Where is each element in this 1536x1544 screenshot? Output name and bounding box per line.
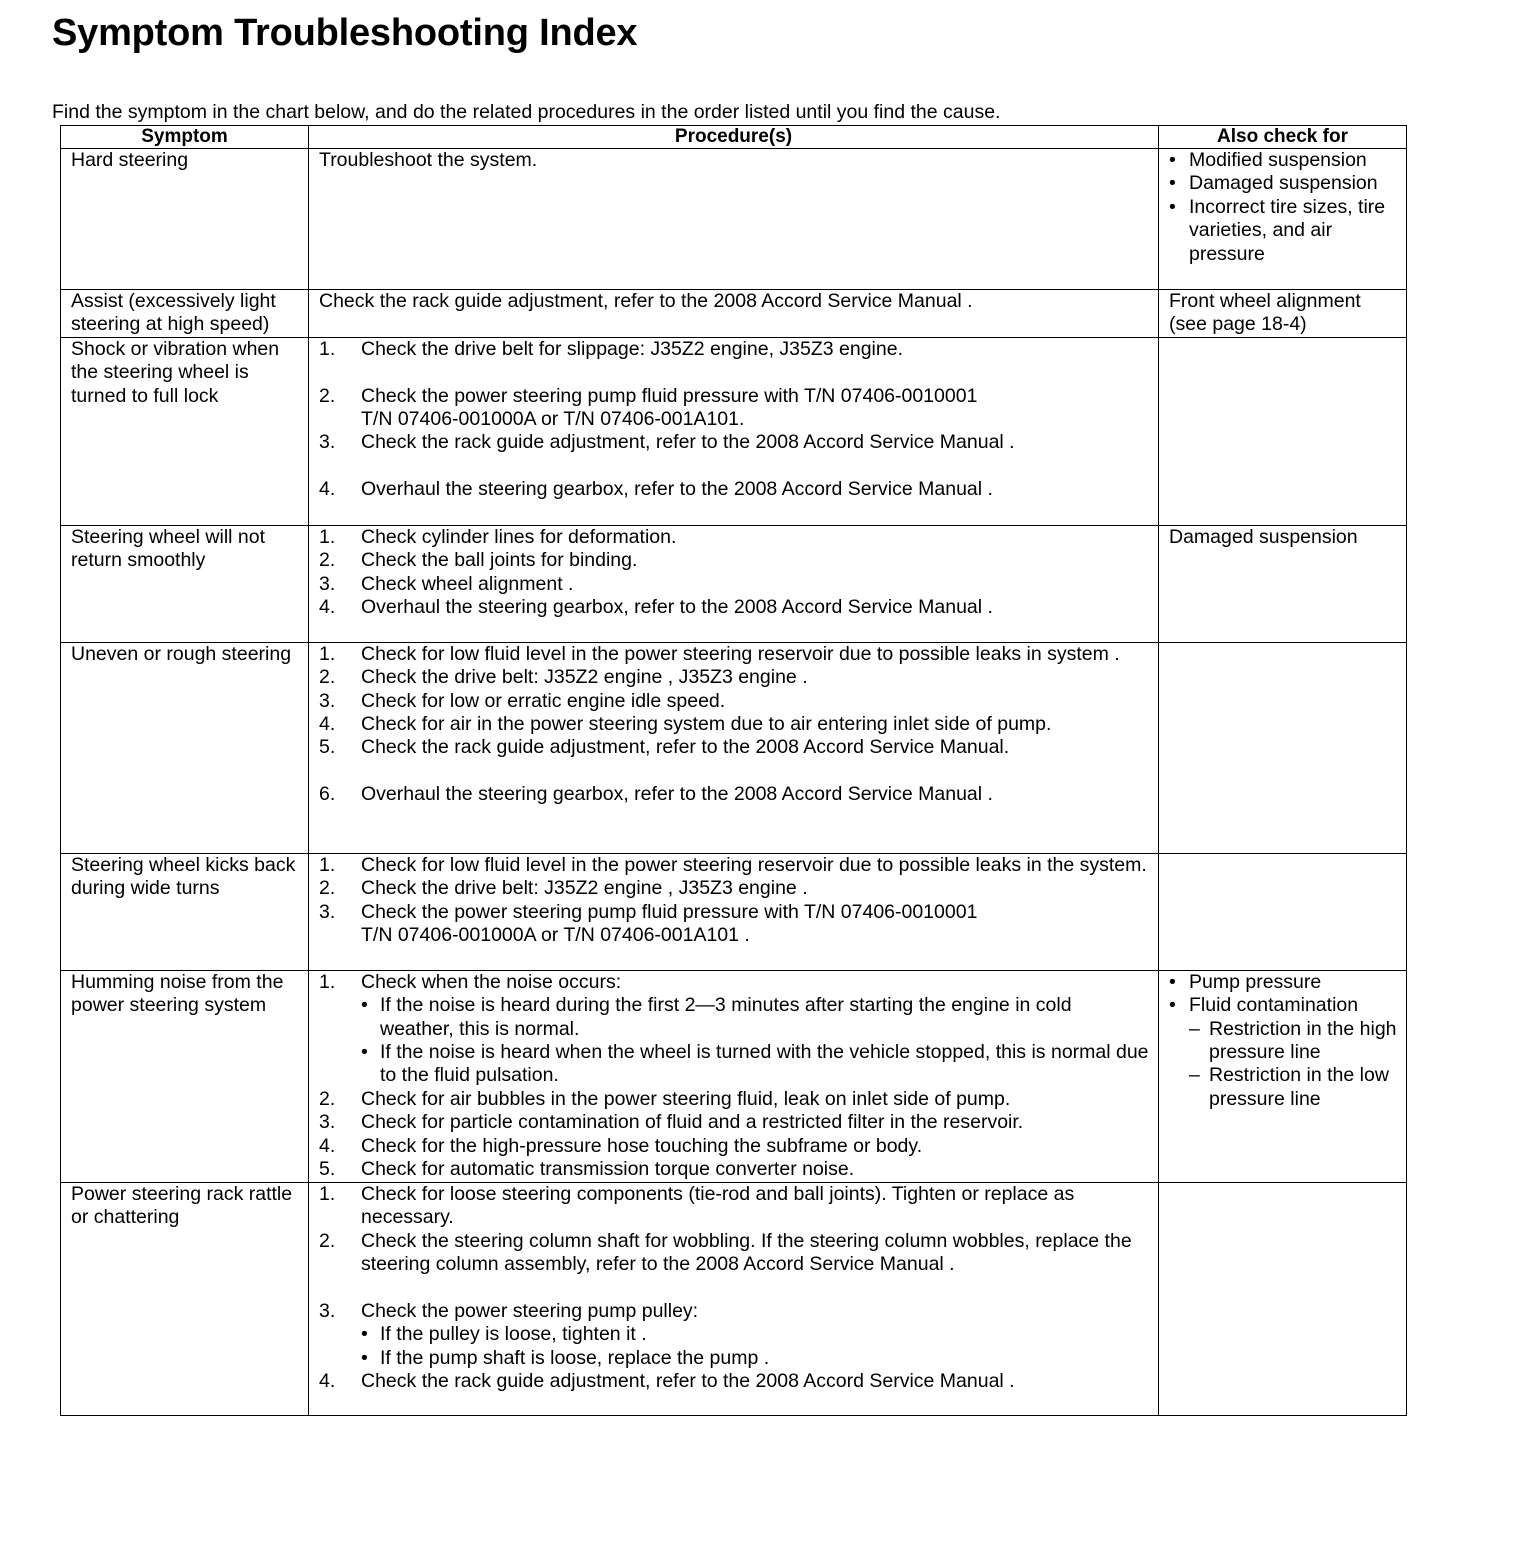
also-check-cell: • Modified suspension • Damaged suspension • Incorrect tire sizes, tire varieties, and air pressure xyxy=(1159,149,1407,290)
symptom-cell: Steering wheel will not return smoothly xyxy=(61,525,309,642)
table-row xyxy=(61,970,1407,1182)
troubleshooting-table xyxy=(60,125,1407,1416)
procedure-step-cont: T/N 07406-001000A or T/N 07406-001A101 . xyxy=(361,924,750,947)
procedure-step: Check for air in the power steering system due to air entering inlet side of pump. xyxy=(361,713,1052,736)
table-header-row xyxy=(61,126,1407,149)
also-item: Incorrect tire sizes, tire varieties, and air pressure xyxy=(1189,195,1386,265)
procedure-step: Overhaul the steering gearbox, refer to the 2008 Accord Service Manual . xyxy=(361,596,993,619)
procedure-cell: 1. Check for low fluid level in the power steering reservoir due to possible leaks in system . 2. Check the drive belt: J35Z2 engine , J35Z3 engine . 3. Check for low or erratic engine idle speed. 4. Check for air in the power steering system due to air entering inlet side of pump. 5. Check the rack guide adjustment, refer to the 2008 Accord Service Manual. 6. Overhaul the steering gearbox, refer to the 2008 Accord Service Manual . xyxy=(309,642,1159,853)
table-row xyxy=(61,525,1407,642)
procedure-step: Check the drive belt: J35Z2 engine , J35Z3 engine . xyxy=(361,877,808,900)
header-also-check: Also check for xyxy=(1159,126,1407,149)
page-title: Symptom Troubleshooting Index xyxy=(52,12,638,54)
procedure-step: Check wheel alignment . xyxy=(361,572,574,595)
procedure-step: Check for low fluid level in the power steering reservoir due to possible leaks in system . xyxy=(361,642,1120,665)
procedure-step: Check for particle contamination of fluid and a restricted filter in the reservoir. xyxy=(361,1111,1024,1134)
procedure-step: Check for air bubbles in the power steering fluid, leak on inlet side of pump. xyxy=(361,1087,1011,1110)
procedure-cell: Troubleshoot the system. xyxy=(309,149,1159,290)
symptom-cell: Humming noise from the power steering system xyxy=(61,970,309,1182)
procedure-step: Check the rack guide adjustment, refer to the 2008 Accord Service Manual. xyxy=(361,736,1010,759)
also-check-cell xyxy=(1159,1182,1407,1415)
procedure-step: Check the rack guide adjustment, refer to the 2008 Accord Service Manual . xyxy=(361,1370,1015,1393)
procedure-substep: If the pulley is loose, tighten it . xyxy=(380,1323,647,1346)
procedure-step: Check the ball joints for binding. xyxy=(361,549,638,572)
procedure-step: Check the rack guide adjustment, refer to the 2008 Accord Service Manual . xyxy=(361,431,1015,454)
symptom-cell: Steering wheel kicks back during wide turns xyxy=(61,853,309,970)
intro-text: Find the symptom in the chart below, and do the related procedures in the order listed until you find the cause. xyxy=(52,101,1001,123)
procedure-step: Check for automatic transmission torque converter noise. xyxy=(361,1158,855,1181)
procedure-step: Check the steering column shaft for wobbling. If the steering column wobbles, replace the steering column assembly, refer to the 2008 Accord Service Manual . xyxy=(361,1229,1132,1276)
also-item: Damaged suspension xyxy=(1189,172,1378,195)
also-check-cell xyxy=(1159,853,1407,970)
procedure-substep: If the noise is heard when the wheel is turned with the vehicle stopped, this is normal due to the fluid pulsation. xyxy=(380,1041,1149,1087)
procedure-step: Check the drive belt: J35Z2 engine , J35Z3 engine . xyxy=(361,666,808,689)
header-symptom: Symptom xyxy=(61,126,309,149)
procedure-step: Check for low or erratic engine idle speed. xyxy=(361,689,726,712)
procedure-step: Check for loose steering components (tie-rod and ball joints). Tighten or replace as necessary. xyxy=(361,1182,1075,1229)
header-procedures: Procedure(s) xyxy=(309,126,1159,149)
symptom-cell: Uneven or rough steering xyxy=(61,642,309,853)
also-check-cell xyxy=(1159,337,1407,525)
table-row xyxy=(61,149,1407,290)
procedure-step: Check the power steering pump fluid pressure with T/N 07406-0010001 xyxy=(361,900,978,923)
table-row xyxy=(61,337,1407,525)
procedure-step: Check when the noise occurs: xyxy=(361,970,622,993)
procedure-cell: 1. Check when the noise occurs: • If the noise is heard during the first 2—3 minutes after starting the engine in cold weather, this is normal. • If the noise is heard when the wheel is turned with the vehicle stopped, this is normal due to the fluid pulsation. 2. Check for air bubbles in the power steering fluid, leak on inlet side of pump. 3. Check for particle contamination of fluid and a restricted filter in the reservoir. 4. Check for the high-pressure hose touching the subframe or body. 5. Check for automatic transmission torque converter noise. xyxy=(309,970,1159,1182)
also-item: Pump pressure xyxy=(1189,970,1322,993)
table-row xyxy=(61,1182,1407,1415)
procedure-cell: Check the rack guide adjustment, refer to the 2008 Accord Service Manual . xyxy=(309,290,1159,338)
procedure-substep: If the pump shaft is loose, replace the pump . xyxy=(380,1346,770,1369)
table-row xyxy=(61,290,1407,338)
procedure-step-cont: T/N 07406-001000A or T/N 07406-001A101. xyxy=(361,408,745,431)
also-check-cell xyxy=(1159,642,1407,853)
also-check-cell: Damaged suspension xyxy=(1159,525,1407,642)
procedure-step: Check cylinder lines for deformation. xyxy=(361,525,677,548)
procedure-step: Check for the high-pressure hose touching the subframe or body. xyxy=(361,1134,923,1157)
also-check-cell: • Pump pressure • Fluid contamination – Restriction in the high pressure line – Restriction in the low pressure line xyxy=(1159,970,1407,1182)
table-row xyxy=(61,853,1407,970)
procedure-step: Check the power steering pump fluid pressure with T/N 07406-0010001 xyxy=(361,384,978,407)
symptom-cell: Assist (excessively light steering at high speed) xyxy=(61,290,309,338)
procedure-step: Check the drive belt for slippage: J35Z2 engine, J35Z3 engine. xyxy=(361,337,904,360)
table-row xyxy=(61,642,1407,853)
also-check-cell: Front wheel alignment (see page 18-4) xyxy=(1159,290,1407,338)
procedure-step: Overhaul the steering gearbox, refer to the 2008 Accord Service Manual . xyxy=(361,478,993,501)
symptom-cell: Shock or vibration when the steering wheel is turned to full lock xyxy=(61,337,309,525)
symptom-cell: Power steering rack rattle or chattering xyxy=(61,1182,309,1415)
also-item: Modified suspension xyxy=(1189,149,1367,171)
procedure-step: Check the power steering pump pulley: xyxy=(361,1299,699,1322)
procedure-cell: 1. Check the drive belt for slippage: J35Z2 engine, J35Z3 engine. 2. Check the power steering pump fluid pressure with T/N 07406-0010001 T/N 07406-001000A or T/N 07406-001A101. 3. Check the rack guide adjustment, refer to the 2008 Accord Service Manual . 4. Overhaul the steering gearbox, refer to the 2008 Accord Service Manual . xyxy=(309,337,1159,525)
procedure-substep: If the noise is heard during the first 2—3 minutes after starting the engine in cold weather, this is normal. xyxy=(380,994,1072,1040)
procedure-cell: 1. Check cylinder lines for deformation. 2. Check the ball joints for binding. 3. Check wheel alignment . 4. Overhaul the steering gearbox, refer to the 2008 Accord Service Manual . xyxy=(309,525,1159,642)
procedure-step: Overhaul the steering gearbox, refer to the 2008 Accord Service Manual . xyxy=(361,783,993,806)
procedure-cell: 1. Check for low fluid level in the power steering reservoir due to possible leaks in the system. 2. Check the drive belt: J35Z2 engine , J35Z3 engine . 3. Check the power steering pump fluid pressure with T/N 07406-0010001 T/N 07406-001000A or T/N 07406-001A101 . xyxy=(309,853,1159,970)
also-subitem: Restriction in the high pressure line xyxy=(1209,1017,1397,1064)
also-item: Fluid contamination xyxy=(1189,994,1359,1017)
symptom-cell: Hard steering xyxy=(61,149,309,290)
procedure-cell: 1. Check for loose steering components (tie-rod and ball joints). Tighten or replace as necessary. 2. Check the steering column shaft for wobbling. If the steering column wobbles, replace the steering column assembly, refer to the 2008 Accord Service Manual . 3. Check the power steering pump pulley: • If the pulley is loose, tighten it . • If the pump shaft is loose, replace the pump . 4. Check the rack guide adjustment, refer to the 2008 Accord Service Manual . xyxy=(309,1182,1159,1415)
procedure-step: Check for low fluid level in the power steering reservoir due to possible leaks in the system. xyxy=(361,853,1147,876)
also-subitem: Restriction in the low pressure line xyxy=(1209,1064,1389,1110)
